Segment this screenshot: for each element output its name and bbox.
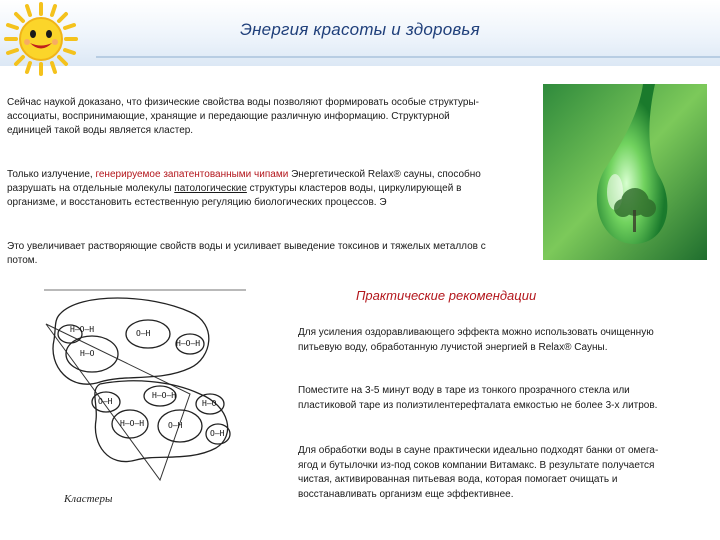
svg-text:H–O–H: H–O–H — [120, 419, 145, 428]
water-drop-with-tree-image — [543, 84, 707, 260]
recommendation-item-2: Поместите на 3-5 минут воду в таре из тонкого прозрачного стекла или пластиковой таре из полиэтилентерефталата емкостью не более 3-х литров. — [298, 385, 658, 411]
p2-text-c: , способно разрушать на отдельные молекулы — [7, 169, 481, 194]
p2-highlight-chips: генерируемое запатентованными чипами — [95, 169, 289, 180]
diagram-caption: Кластеры — [64, 493, 113, 505]
page-title: Энергия красоты и здоровья — [240, 20, 480, 39]
p2-text-b: Энергетической — [288, 169, 368, 180]
recommendation-item-3: Для обработки воды в сауне практически идеально подходят банки от омега-ягод и бутылочки из-под соков компании Витамакс. В результате получается чистая, активированная питьевая вода, которая помогает очищать и восстанавливать организм еще эффективнее. — [298, 445, 659, 500]
svg-text:H–O–H: H–O–H — [70, 325, 95, 334]
header-divider — [96, 56, 720, 58]
intro-paragraph-1: Сейчас наукой доказано, что физические свойства воды позволяют формировать особые структуры-ассоциаты, воспринимающие, хранящие и передающие различную информацию. Структурной единицей такой воды является кластер. — [7, 97, 480, 136]
svg-text:H–O: H–O — [202, 399, 217, 408]
p2-pathological: патологические — [174, 182, 247, 194]
svg-text:O–H: O–H — [98, 397, 113, 406]
intro-paragraph-3: Это увеличивает растворяющие свойств воды и усиливает выведение токсинов и тяжелых металлов с потом. — [7, 241, 486, 266]
p2-text-a: Только излучение, — [7, 169, 96, 180]
svg-text:O–H: O–H — [168, 421, 183, 430]
svg-text:H–O: H–O — [80, 349, 95, 358]
water-cluster-diagram — [40, 284, 260, 520]
svg-text:H–O–H: H–O–H — [152, 391, 177, 400]
recommendation-item-1: Для усиления оздоравливающего эффекта можно использовать очищенную питьевую воду, обработанную лучистой энергией в Relax® Сауны. — [298, 327, 654, 353]
svg-text:O–H: O–H — [210, 429, 225, 438]
p2-relax-sauna: Relax® сауны — [367, 169, 432, 180]
intro-paragraph-2 — [7, 168, 487, 209]
svg-text:O–H: O–H — [136, 329, 151, 338]
p2-text-d: структуры кластеров воды, циркулирующей в организме, и восстановить естественную регуляцию биологических процессов. Э — [7, 182, 462, 208]
svg-text:H–O–H: H–O–H — [176, 339, 201, 348]
recommendations-title: Практические рекомендации — [356, 288, 537, 303]
